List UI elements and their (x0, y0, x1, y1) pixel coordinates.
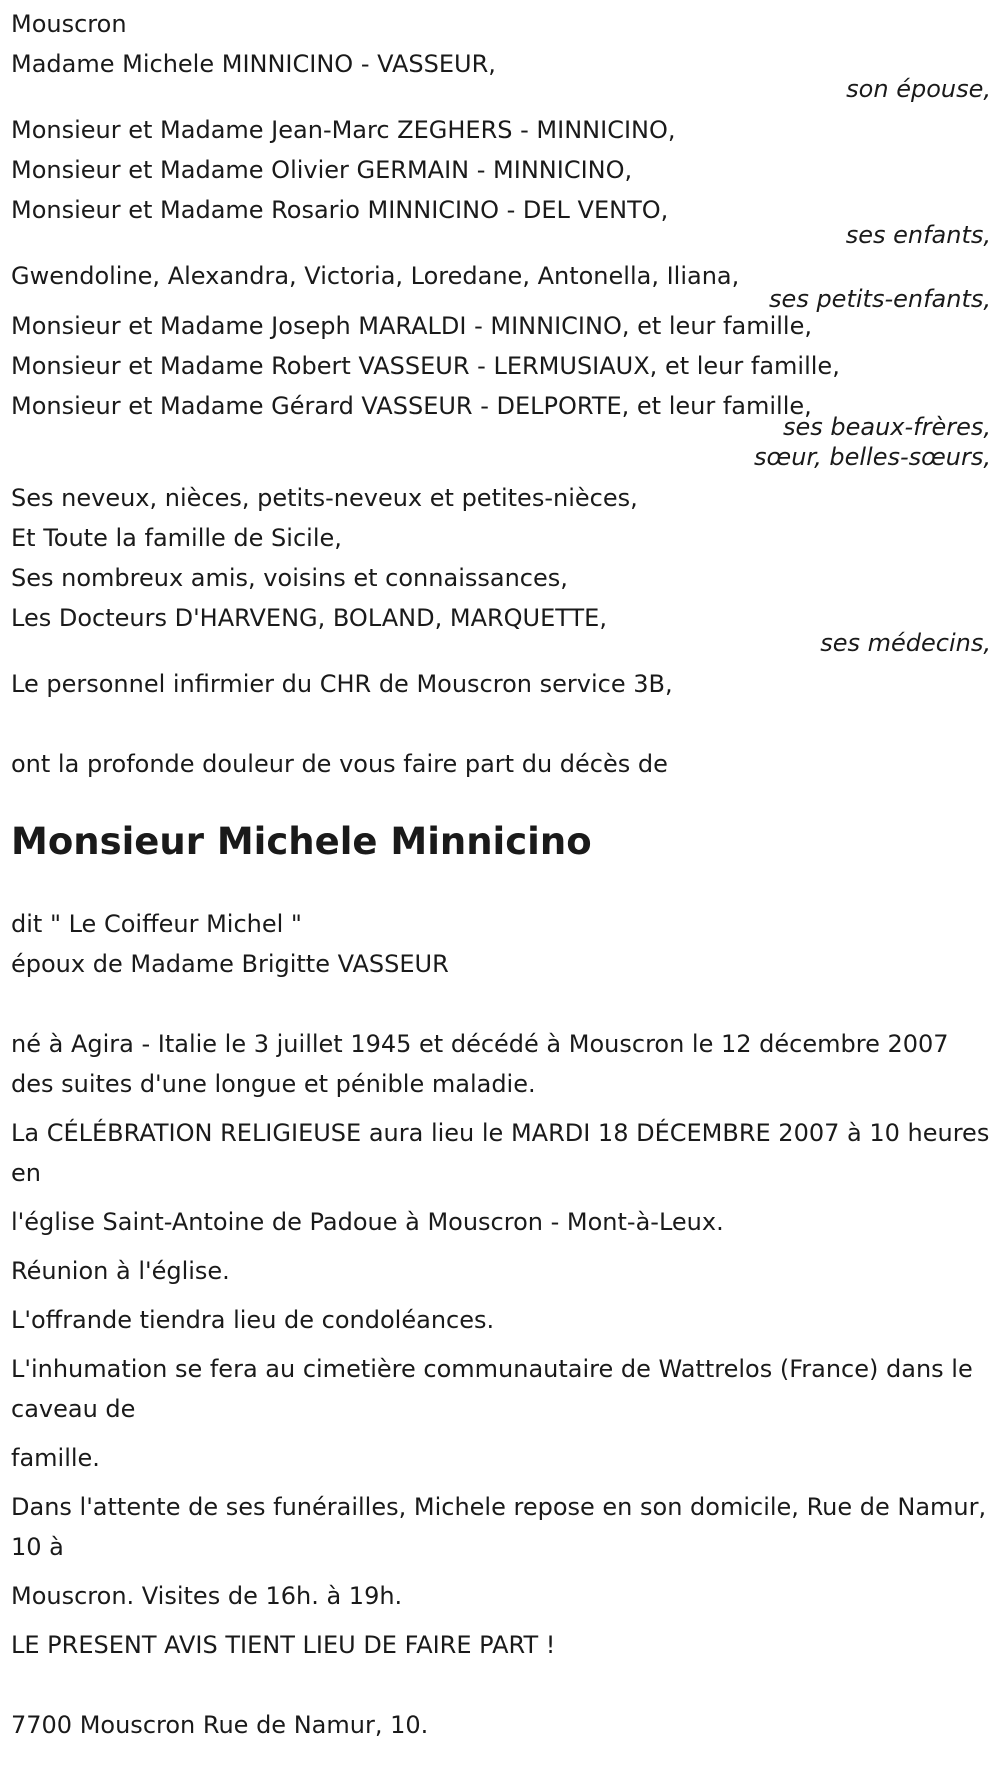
rest-text: Dans l'attente de ses funérailles, Michele repose en son domicile, Rue de Namur, 10 à (11, 1493, 987, 1561)
grandchildren-line: Gwendoline, Alexandra, Victoria, Loredane, Antonella, Iliana, (11, 262, 740, 290)
address-line: 7700 Mouscron Rue de Namur, 10. (11, 1711, 429, 1739)
spouse-role: son épouse, (846, 75, 991, 103)
grandchildren-role: ses petits-enfants, (769, 285, 991, 313)
birth-death-text: né à Agira - Italie le 3 juillet 1945 et décédé à Mouscron le 12 décembre 2007 des suites d'une longue et pénible maladie. (11, 1030, 949, 1098)
spacer (11, 704, 989, 744)
nickname-line: dit " Le Coiffeur Michel " (11, 910, 302, 938)
meeting-text: Réunion à l'église. (11, 1257, 230, 1285)
child-line: Monsieur et Madame Rosario MINNICINO - DEL VENTO, (11, 196, 669, 224)
doctors-line: Les Docteurs D'HARVENG, BOLAND, MARQUETTE, (11, 604, 607, 632)
inlaws-role-2: sœur, belles-sœurs, (754, 443, 991, 471)
other-relatives-line: Ses nombreux amis, voisins et connaissances, (11, 564, 568, 592)
visits-text: Mouscron. Visites de 16h. à 19h. (11, 1582, 403, 1610)
spacer (11, 984, 989, 1024)
children-role: ses enfants, (845, 221, 991, 249)
family-section (11, 4, 991, 704)
inlaw-line: Monsieur et Madame Gérard VASSEUR - DELPORTE, et leur famille, (11, 392, 812, 420)
child-line: Monsieur et Madame Olivier GERMAIN - MINNICINO, (11, 156, 633, 184)
other-relatives-line: Et Toute la famille de Sicile, (11, 524, 342, 552)
doctors-role: ses médecins, (820, 629, 991, 657)
details-section (11, 1024, 991, 1665)
offering-text: L'offrande tiendra lieu de condoléances. (11, 1306, 495, 1334)
child-line: Monsieur et Madame Jean-Marc ZEGHERS - MINNICINO, (11, 116, 676, 144)
staff-line: Le personnel infirmier du CHR de Mouscron service 3B, (11, 670, 673, 698)
other-relatives-line: Ses neveux, nièces, petits-neveux et petites-nièces, (11, 484, 638, 512)
notice-text: LE PRESENT AVIS TIENT LIEU DE FAIRE PART ! (11, 1631, 556, 1659)
ceremony-text: La CÉLÉBRATION RELIGIEUSE aura lieu le MARDI 18 DÉCEMBRE 2007 à 10 heures en (11, 1119, 990, 1187)
town: Mouscron (11, 10, 127, 38)
announcement-intro: ont la profonde douleur de vous faire part du décès de (11, 750, 668, 778)
inlaws-role-1: ses beaux-frères, (782, 413, 991, 441)
church-text: l'église Saint-Antoine de Padoue à Mouscron - Mont-à-Leux. (11, 1208, 724, 1236)
deceased-name: Monsieur Michele Minnicino (11, 820, 592, 863)
inlaw-line: Monsieur et Madame Joseph MARALDI - MINNICINO, et leur famille, (11, 312, 812, 340)
inlaw-line: Monsieur et Madame Robert VASSEUR - LERMUSIAUX, et leur famille, (11, 352, 840, 380)
burial-end-text: famille. (11, 1444, 100, 1472)
burial-text: L'inhumation se fera au cimetière communautaire de Wattrelos (France) dans le caveau de (11, 1355, 973, 1423)
spouse-line: Madame Michele MINNICINO - VASSEUR, (11, 50, 496, 78)
spouse-of-line: époux de Madame Brigitte VASSEUR (11, 950, 449, 978)
